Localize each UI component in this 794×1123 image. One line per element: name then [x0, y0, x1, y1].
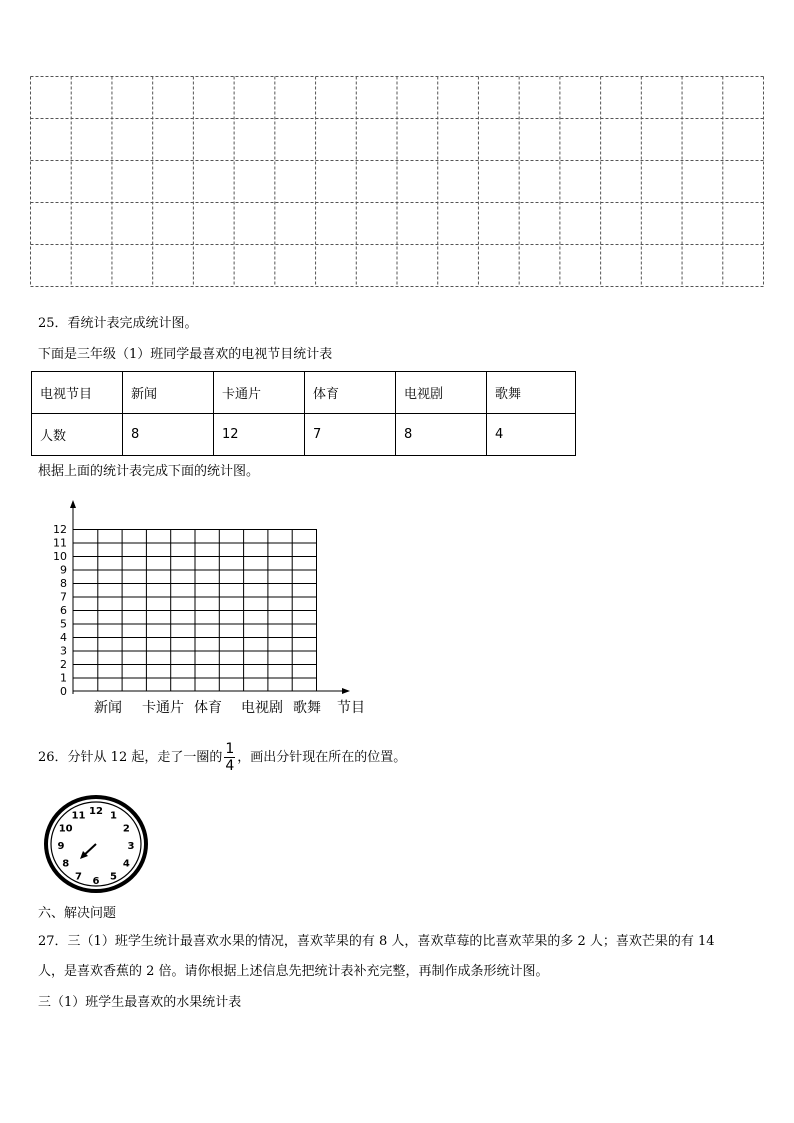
y-tick-label: 7 — [60, 590, 67, 604]
clock-number: 1 — [110, 810, 117, 822]
tv-program-table — [31, 371, 576, 456]
clock-face[interactable] — [42, 793, 152, 895]
y-tick-label: 3 — [60, 644, 67, 658]
clock-number: 11 — [71, 810, 86, 822]
table-row — [32, 414, 576, 456]
y-tick-label: 10 — [53, 550, 67, 563]
fraction-numerator: 1 — [225, 741, 235, 757]
clock-number: 2 — [122, 823, 130, 835]
y-tick-label: 8 — [60, 577, 67, 590]
question-26-text — [38, 740, 406, 776]
x-axis-title: 节目 — [337, 700, 365, 716]
y-tick-label: 0 — [60, 685, 67, 698]
y-tick-label: 6 — [60, 604, 67, 617]
clock-number: 12 — [89, 806, 103, 817]
table-cell: 4 — [487, 414, 576, 456]
y-tick-label: 9 — [60, 563, 67, 577]
clock-number: 5 — [110, 871, 117, 883]
clock-number: 6 — [92, 876, 100, 887]
question-26-prefix: 26．分针从 12 起，走了一圈的 — [38, 750, 223, 765]
question-26-suffix: ，画出分针现在所在的位置。 — [237, 750, 407, 765]
y-axis-arrow — [70, 500, 76, 508]
section-6-title: 六、解决问题 — [38, 906, 117, 921]
chart-instruction: 根据上面的统计表完成下面的统计图。 — [38, 464, 260, 479]
question-27-line-1: 27．三（1）班学生统计最喜欢水果的情况，喜欢苹果的有 8 人，喜欢草莓的比喜欢苹果的多 2 人；喜欢芒果的有 14 — [38, 934, 715, 949]
table-cell: 卡通片 — [214, 372, 305, 414]
y-tick-label: 2 — [60, 658, 67, 671]
x-category-label: 新闻 — [94, 700, 122, 716]
dashed-writing-grid — [30, 76, 764, 287]
question-27-line-2: 人，是喜欢香蕉的 2 倍。请你根据上述信息先把统计表补充完整，再制作成条形统计图。 — [38, 964, 549, 979]
fruit-table-caption: 三（1）班学生最喜欢的水果统计表 — [38, 995, 242, 1010]
y-tick-label: 12 — [53, 523, 67, 536]
table-row — [32, 372, 576, 414]
table-cell: 新闻 — [123, 372, 214, 414]
blank-bar-chart[interactable] — [40, 498, 380, 728]
question-25-title: 25．看统计表完成统计图。 — [38, 316, 198, 331]
x-category-label: 歌舞 — [293, 700, 321, 716]
table-cell: 体育 — [305, 372, 396, 414]
clock-number: 8 — [62, 858, 70, 870]
table-cell: 12 — [214, 414, 305, 456]
table-cell: 电视剧 — [396, 372, 487, 414]
fraction-denominator: 4 — [225, 758, 235, 774]
clock-number: 3 — [127, 841, 135, 852]
x-category-label: 卡通片 — [142, 700, 184, 716]
table-cell: 人数 — [32, 414, 123, 456]
clock-number: 10 — [58, 823, 73, 835]
y-tick-label: 4 — [60, 631, 67, 644]
y-tick-label: 11 — [53, 536, 67, 550]
table-cell: 8 — [396, 414, 487, 456]
tv-table-caption: 下面是三年级（1）班同学最喜欢的电视节目统计表 — [38, 347, 333, 362]
x-axis-arrow — [342, 688, 350, 694]
fraction-one-quarter — [224, 741, 235, 774]
y-tick-label: 1 — [60, 671, 67, 685]
clock-number: 4 — [122, 858, 130, 870]
table-cell: 歌舞 — [487, 372, 576, 414]
clock-number: 9 — [57, 841, 65, 852]
table-cell: 电视节目 — [32, 372, 123, 414]
x-category-label: 体育 — [194, 700, 222, 716]
table-cell: 7 — [305, 414, 396, 456]
table-cell: 8 — [123, 414, 214, 456]
x-category-label: 电视剧 — [241, 700, 283, 716]
y-tick-label: 5 — [60, 617, 67, 631]
clock-number: 7 — [75, 871, 82, 883]
